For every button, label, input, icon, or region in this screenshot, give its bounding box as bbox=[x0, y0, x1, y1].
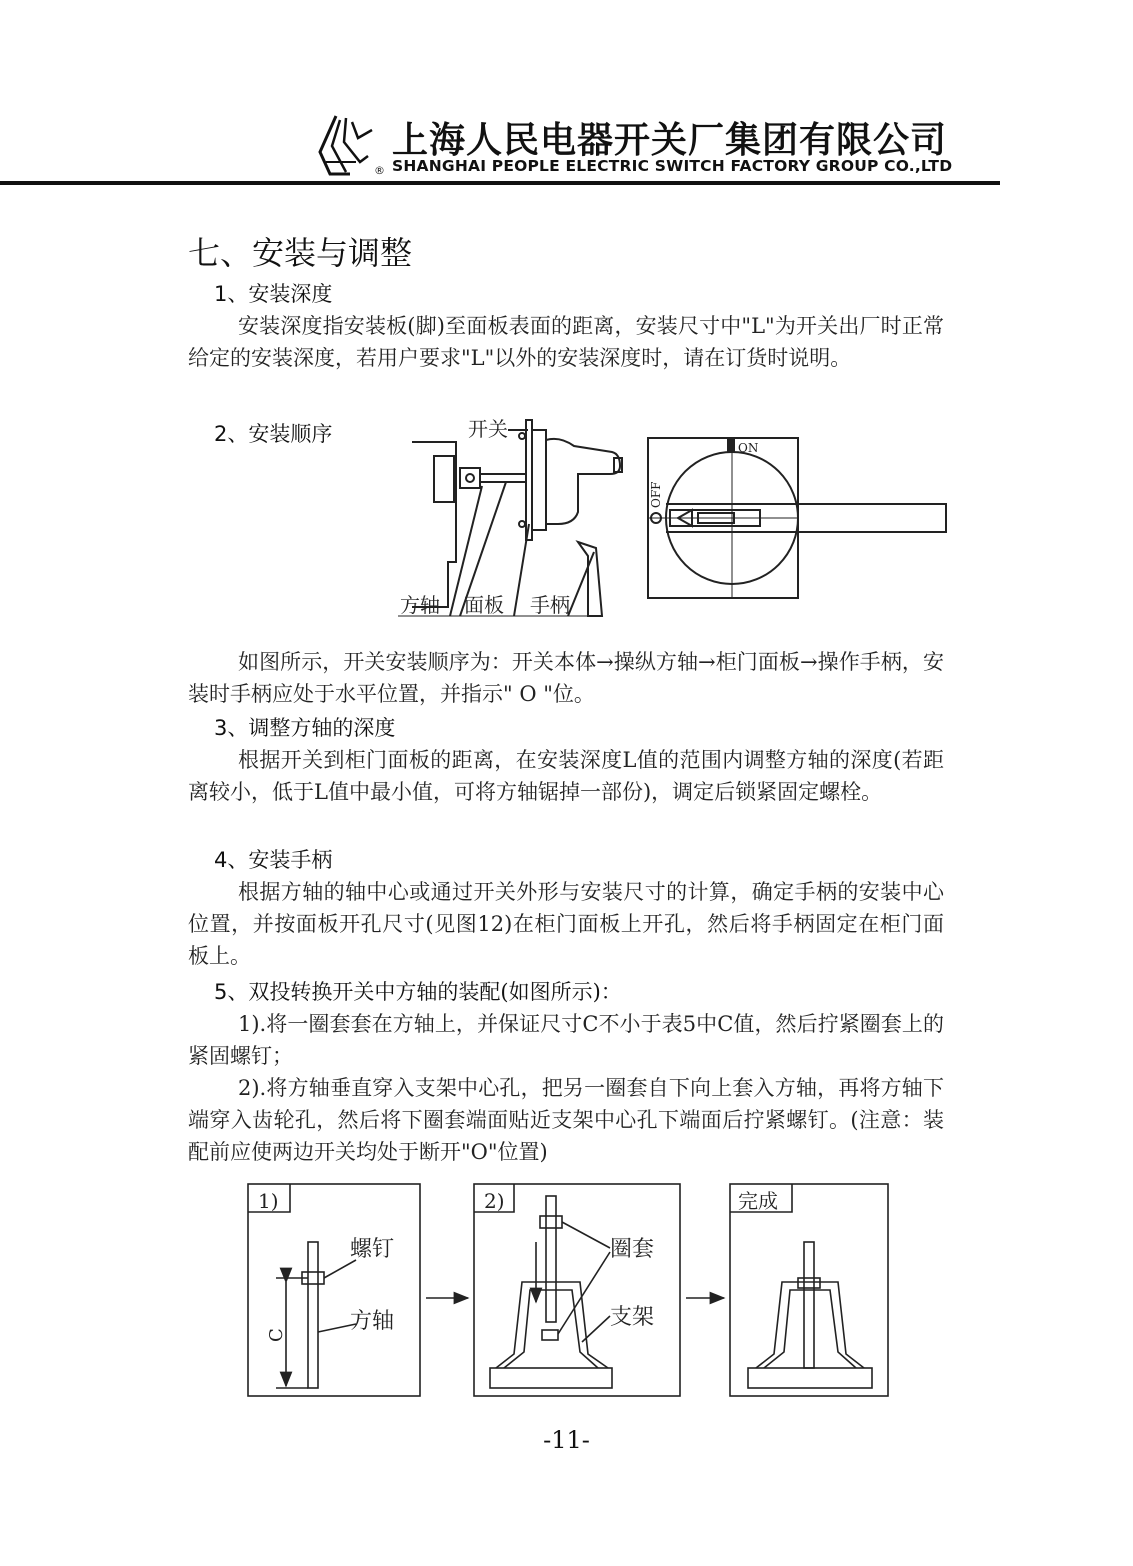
paragraph-step-2: 2).将方轴垂直穿入支架中心孔，把另一圈套自下向上套入方轴，再将方轴下端穿入齿轮孔，然后将下圈套端面贴近支架中心孔下端面后拧紧螺钉。(注意：装配前应使两边开关均处于断开"O"位置) bbox=[188, 1076, 944, 1164]
heading-install-depth: 1、安装深度 bbox=[214, 282, 333, 306]
label-collar: 圈套 bbox=[610, 1237, 655, 1262]
heading-shaft-assembly bbox=[214, 976, 622, 1006]
paragraph-install-depth: 安装深度指安装板(脚)至面板表面的距离，安装尺寸中"L"为开关出厂时正常给定的安装深度，若用户要求"L"以外的安装深度时，请在订货时说明。 bbox=[188, 314, 944, 370]
heading-install-handle: 4、安装手柄 bbox=[214, 848, 333, 872]
label-screw: 螺钉 bbox=[350, 1237, 395, 1262]
label-shaft-assembly: 方轴 bbox=[350, 1309, 395, 1334]
shaft-assembly-diagram bbox=[246, 1182, 892, 1400]
step1-tag: 1) bbox=[258, 1189, 279, 1213]
label-switch: 开关 bbox=[468, 417, 508, 441]
label-dimension-c: C bbox=[266, 1328, 287, 1342]
label-off: OFF bbox=[649, 481, 663, 508]
step3-tag: 完成 bbox=[738, 1189, 778, 1213]
heading-shaft-assembly-note: (如图所示)： bbox=[500, 980, 622, 1004]
heading-shaft-assembly-text: 5、双投转换开关中方轴的装配 bbox=[214, 980, 501, 1004]
label-handle: 手柄 bbox=[530, 593, 570, 617]
page-number: -11- bbox=[543, 1426, 590, 1454]
header-rule bbox=[0, 181, 1000, 185]
registered-mark: ® bbox=[374, 164, 385, 177]
label-on: ON bbox=[738, 441, 759, 455]
company-name-en: SHANGHAI PEOPLE ELECTRIC SWITCH FACTORY GROUP CO.,LTD bbox=[392, 157, 953, 175]
install-order-diagram bbox=[398, 412, 950, 622]
step2-tag: 2) bbox=[484, 1189, 505, 1213]
heading-install-order: 2、安装顺序 bbox=[214, 422, 333, 446]
label-bracket: 支架 bbox=[610, 1305, 655, 1330]
paragraph-adjust-shaft: 根据开关到柜门面板的距离，在安装深度L值的范围内调整方轴的深度(若距离较小，低于L值中最小值，可将方轴锯掉一部份)，调定后锁紧固定螺栓。 bbox=[188, 748, 944, 804]
company-logo bbox=[316, 112, 378, 180]
heading-adjust-shaft: 3、调整方轴的深度 bbox=[214, 716, 396, 740]
paragraph-install-handle: 根据方轴的轴中心或通过开关外形与安装尺寸的计算，确定手柄的安装中心位置，并按面板开孔尺寸(见图12)在柜门面板上开孔，然后将手柄固定在柜门面板上。 bbox=[188, 880, 944, 968]
paragraph-step-1: 1).将一圈套套在方轴上，并保证尺寸C不小于表5中C值，然后拧紧圈套上的紧固螺钉； bbox=[188, 1012, 944, 1068]
company-name-cn: 上海人民电器开关厂集团有限公司 bbox=[392, 120, 948, 161]
paragraph-install-order: 如图所示，开关安装顺序为：开关本体→操纵方轴→柜门面板→操作手柄，安装时手柄应处于水平位置，并指示" O "位。 bbox=[188, 650, 944, 706]
section-title: 七、安装与调整 bbox=[188, 234, 413, 272]
label-panel: 面板 bbox=[464, 593, 504, 617]
label-shaft: 方轴 bbox=[400, 593, 440, 617]
